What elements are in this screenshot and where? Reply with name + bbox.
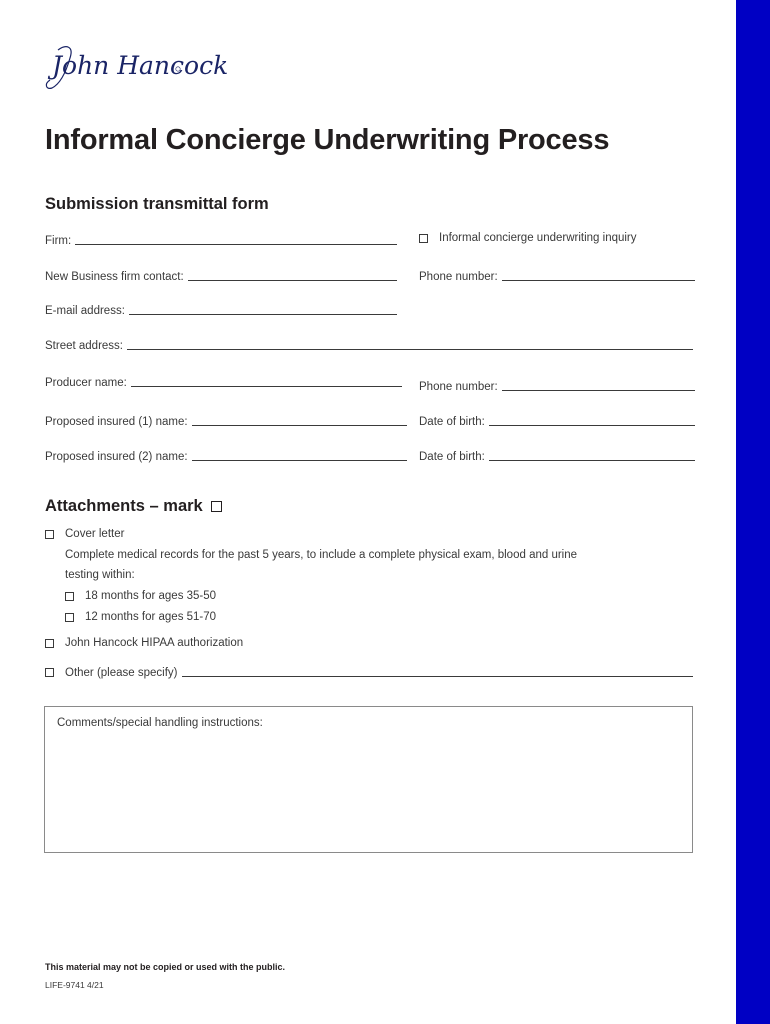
street-label: Street address: (45, 340, 123, 352)
checkbox-icon[interactable] (65, 613, 74, 622)
brand-sidebar (736, 0, 770, 1024)
inquiry-checkbox-row[interactable] (419, 232, 637, 244)
dob-2-field[interactable] (419, 447, 695, 463)
producer-field[interactable] (45, 373, 402, 389)
other-label: Other (please specify) (65, 667, 178, 679)
contact-line[interactable] (188, 270, 397, 281)
attachments-title (45, 497, 222, 516)
attachments-title-text: Attachments – mark (45, 497, 203, 515)
dob-1-field[interactable] (419, 412, 695, 428)
checkbox-icon[interactable] (45, 639, 54, 648)
age-35-50-row[interactable] (65, 590, 216, 602)
phone-field-1[interactable] (419, 267, 695, 283)
firm-label: Firm: (45, 235, 72, 247)
age-51-70-row[interactable] (65, 611, 216, 623)
dob-2-line[interactable] (489, 450, 695, 461)
checkbox-icon[interactable] (65, 592, 74, 601)
firm-field[interactable] (45, 231, 397, 247)
insured-2-line[interactable] (192, 450, 407, 461)
hipaa-row[interactable] (45, 637, 243, 649)
inquiry-label: Informal concierge underwriting inquiry (439, 232, 637, 244)
footer-note: This material may not be copied or used with the public. (45, 962, 286, 972)
dob-1-line[interactable] (489, 415, 695, 426)
page-title: Informal Concierge Underwriting Process (45, 124, 610, 156)
phone-line-1[interactable] (502, 270, 695, 281)
insured-2-field[interactable] (45, 447, 407, 463)
john-hancock-logo (44, 40, 229, 96)
other-field[interactable] (45, 663, 693, 679)
cover-letter-label: Cover letter (65, 528, 125, 540)
checkbox-icon[interactable] (419, 234, 428, 243)
age-51-70-label: 12 months for ages 51-70 (85, 611, 217, 623)
phone-label-2: Phone number: (419, 381, 498, 393)
insured-1-field[interactable] (45, 412, 407, 428)
comments-box[interactable] (44, 706, 693, 853)
street-line[interactable] (127, 339, 693, 350)
checkbox-icon[interactable] (45, 668, 54, 677)
medical-records-text-2: testing within: (65, 569, 135, 581)
producer-line[interactable] (131, 376, 402, 387)
svg-text:John Hancock: John Hancock (52, 51, 229, 80)
dob-1-label: Date of birth: (419, 416, 485, 428)
medical-records-text: Complete medical records for the past 5 years, to include a complete physical exam, blood and urine (65, 549, 578, 561)
phone-field-2[interactable] (419, 377, 695, 393)
producer-label: Producer name: (45, 377, 127, 389)
contact-label: New Business firm contact: (45, 271, 184, 283)
checkbox-icon (211, 501, 222, 512)
insured-2-label: Proposed insured (2) name: (45, 451, 188, 463)
form-code: LIFE-9741 4/21 (45, 980, 104, 990)
age-35-50-label: 18 months for ages 35-50 (85, 590, 217, 602)
other-line[interactable] (182, 666, 694, 677)
email-field[interactable] (45, 301, 397, 317)
dob-2-label: Date of birth: (419, 451, 485, 463)
form-subtitle: Submission transmittal form (45, 195, 269, 213)
insured-1-label: Proposed insured (1) name: (45, 416, 188, 428)
email-label: E-mail address: (45, 305, 125, 317)
phone-label-1: Phone number: (419, 271, 498, 283)
phone-line-2[interactable] (502, 380, 695, 391)
checkbox-icon[interactable] (45, 530, 54, 539)
firm-line[interactable] (75, 234, 397, 245)
cover-letter-row[interactable] (45, 528, 124, 540)
comments-label: Comments/special handling instructions: (57, 717, 263, 729)
street-field[interactable] (45, 336, 693, 352)
hipaa-label: John Hancock HIPAA authorization (65, 637, 244, 649)
insured-1-line[interactable] (192, 415, 407, 426)
contact-field[interactable] (45, 267, 397, 283)
email-line[interactable] (129, 304, 397, 315)
